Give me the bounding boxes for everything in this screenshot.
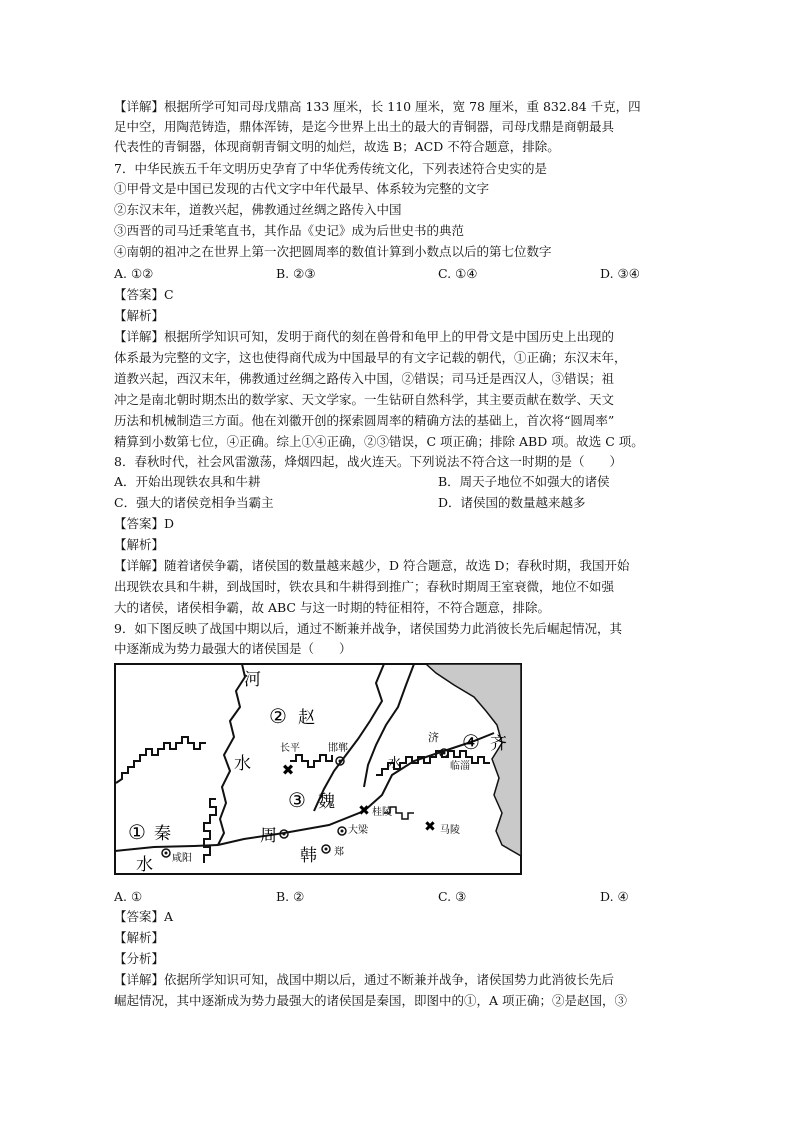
q9-stem-line-1: 9．如下图反映了战国中期以后，通过不断兼并战争，诸侯国势力此消彼长先后崛起情况，其 — [114, 621, 622, 636]
q8-detail-line-1: 【详解】随着诸侯争霸，诸侯国的数量越来越少，D 符合题意，故选 D；春秋时期，我国开始 — [114, 558, 630, 573]
q8-options-row-2 — [114, 493, 694, 513]
q9-stem-line-2: 中逐渐成为势力最强大的诸侯国是（ ） — [114, 641, 352, 656]
label-xianyang: 咸阳 — [172, 853, 192, 864]
label-qi: 齐 — [490, 734, 507, 754]
q6-detail-line-1: 【详解】根据所学可知司母戊鼎高 133 厘米，长 110 厘米，宽 78 厘米，重 832.84 千克，四 — [114, 99, 641, 114]
label-number-3: ③ — [288, 788, 306, 812]
q7-detail-line-2: 体系最为完整的文字，这也使得商代成为中国最早的有文字记载的朝代，①正确；东汉末年， — [114, 350, 627, 365]
q9-option-b: B. ② — [276, 889, 305, 904]
label-zheng: 郑 — [334, 847, 344, 858]
label-daliang: 大梁 — [348, 825, 368, 836]
label-river-shui-left: 水 — [234, 754, 251, 774]
label-zhao: 赵 — [298, 708, 315, 728]
q8-detail-line-2: 出现铁农具和牛耕，到战国时，铁农具和牛耕得到推广；春秋时期周王室衰微，地位不如强 — [114, 579, 615, 594]
label-river-he: 河 — [244, 670, 261, 690]
city-zheng-dot — [325, 848, 328, 851]
label-maling: 马陵 — [440, 825, 460, 836]
battle-maling-icon: ✖ — [424, 819, 436, 835]
q7-detail-line-3: 道教兴起，西汉末年，佛教通过丝绸之路传入中国，②错误；司马迁是西汉人，③错误；祖 — [114, 371, 615, 386]
q7-stem: 7．中华民族五千年文明历史孕育了中华优秀传统文化，下列表述符合史实的是 — [114, 161, 547, 176]
q8-option-a: A．开始出现铁农具和牛耕 — [114, 474, 261, 489]
city-handan-dot — [339, 760, 342, 763]
q8-option-b: B．周天子地位不如强大的诸侯 — [438, 474, 610, 489]
q7-statement-1: ①甲骨文是中国已发现的古代文字中年代最早、体系较为完整的文字 — [114, 181, 490, 196]
city-xianyang-dot — [165, 852, 168, 855]
label-number-2: ② — [269, 704, 287, 728]
city-zhou-dot — [283, 833, 286, 836]
label-changping: 长平 — [280, 743, 300, 754]
q9-detail-line-2: 崛起情况，其中逐渐成为势力最强大的诸侯国是秦国，即图中的①，A 项正确；②是赵国，③ — [114, 993, 628, 1008]
q7-statement-2: ②东汉末年，道教兴起，佛教通过丝绸之路传入中国 — [114, 202, 402, 217]
label-river-shui-bottom: 水 — [136, 855, 153, 875]
label-qin: 秦 — [154, 824, 171, 844]
city-linzi-dot — [443, 752, 446, 755]
q9-options — [114, 887, 694, 907]
q7-answer: 【答案】C — [114, 287, 174, 302]
q7-option-a: A. ①② — [114, 266, 154, 281]
q7-statement-3: ③西晋的司马迁秉笔直书，其作品《史记》成为后世史书的典范 — [114, 223, 465, 238]
city-daliang-dot — [341, 830, 344, 833]
label-number-1: ① — [128, 820, 146, 844]
q7-option-c: C. ①④ — [438, 266, 478, 281]
q7-option-d: D. ③④ — [600, 266, 640, 281]
q7-statement-4: ④南朝的祖冲之在世界上第一次把圆周率的数值计算到小数点以后的第七位数字 — [114, 244, 552, 259]
label-ji: 济 — [428, 731, 439, 744]
label-river-shui-right: 水 — [388, 756, 402, 771]
q9-detail-line-1: 【详解】依据所学知识可知，战国中期以后，通过不断兼并战争，诸侯国势力此消彼长先后 — [114, 972, 615, 987]
q7-options — [114, 264, 694, 284]
battle-guiling-icon: ✖ — [358, 803, 370, 819]
q8-option-c: C．强大的诸侯竞相争当霸主 — [114, 495, 274, 510]
q9-fenxi: 【分析】 — [114, 951, 165, 966]
label-guiling: 桂陵 — [372, 807, 392, 818]
q6-detail-line-3: 代表性的青铜器，体现商朝青铜文明的灿烂，故选 B；ACD 不符合题意，排除。 — [114, 139, 560, 154]
q7-detail-line-5: 历法和机械制造三方面。他在刘徽开创的探索圆周率的精确方法的基础上，首次将“圆周率” — [114, 413, 615, 428]
q8-options-row-1 — [114, 472, 694, 492]
q9-option-c: C. ③ — [438, 889, 467, 904]
warring-states-map — [114, 663, 522, 875]
label-linzi: 临淄 — [450, 761, 470, 772]
q9-option-d: D. ④ — [600, 889, 629, 904]
battle-changping-icon: ✖ — [281, 761, 295, 779]
q7-detail-line-6: 精算到小数第七位，④正确。综上①④正确，②③错误，C 项正确；排除 ABD 项。故选 C 项。 — [114, 434, 644, 449]
q9-option-a: A. ① — [114, 889, 143, 904]
q6-detail-line-2: 足中空，用陶范铸造，鼎体浑铸，是迄今世界上出土的最大的青铜器，司母戊鼎是商朝最具 — [114, 119, 615, 134]
label-zhou: 周 — [260, 826, 277, 846]
label-wei: 魏 — [318, 792, 335, 812]
label-han: 韩 — [300, 846, 317, 866]
q8-option-d: D．诸侯国的数量越来越多 — [438, 495, 586, 510]
q8-analysis: 【解析】 — [114, 537, 165, 552]
q8-stem: 8．春秋时代，社会风雷激荡，烽烟四起，战火连天。下列说法不符合这一时期的是（ ） — [114, 454, 622, 469]
q7-analysis: 【解析】 — [114, 308, 165, 323]
q7-detail-line-4: 冲之是南北朝时期杰出的数学家、天文学家。一生钻研自然科学，其主要贡献在数学、天文 — [114, 392, 615, 407]
q8-answer: 【答案】D — [114, 516, 175, 531]
q8-detail-line-3: 大的诸侯，诸侯相争霸，故 ABC 与这一时期的特征相符，不符合题意，排除。 — [114, 600, 550, 615]
q7-option-b: B. ②③ — [276, 266, 316, 281]
q9-answer: 【答案】A — [114, 909, 174, 924]
label-number-4: ④ — [462, 730, 480, 754]
label-handan: 邯郸 — [328, 743, 348, 754]
q9-analysis: 【解析】 — [114, 930, 165, 945]
q7-detail-line-1: 【详解】根据所学知识可知，发明于商代的刻在兽骨和龟甲上的甲骨文是中国历史上出现的 — [114, 329, 615, 344]
